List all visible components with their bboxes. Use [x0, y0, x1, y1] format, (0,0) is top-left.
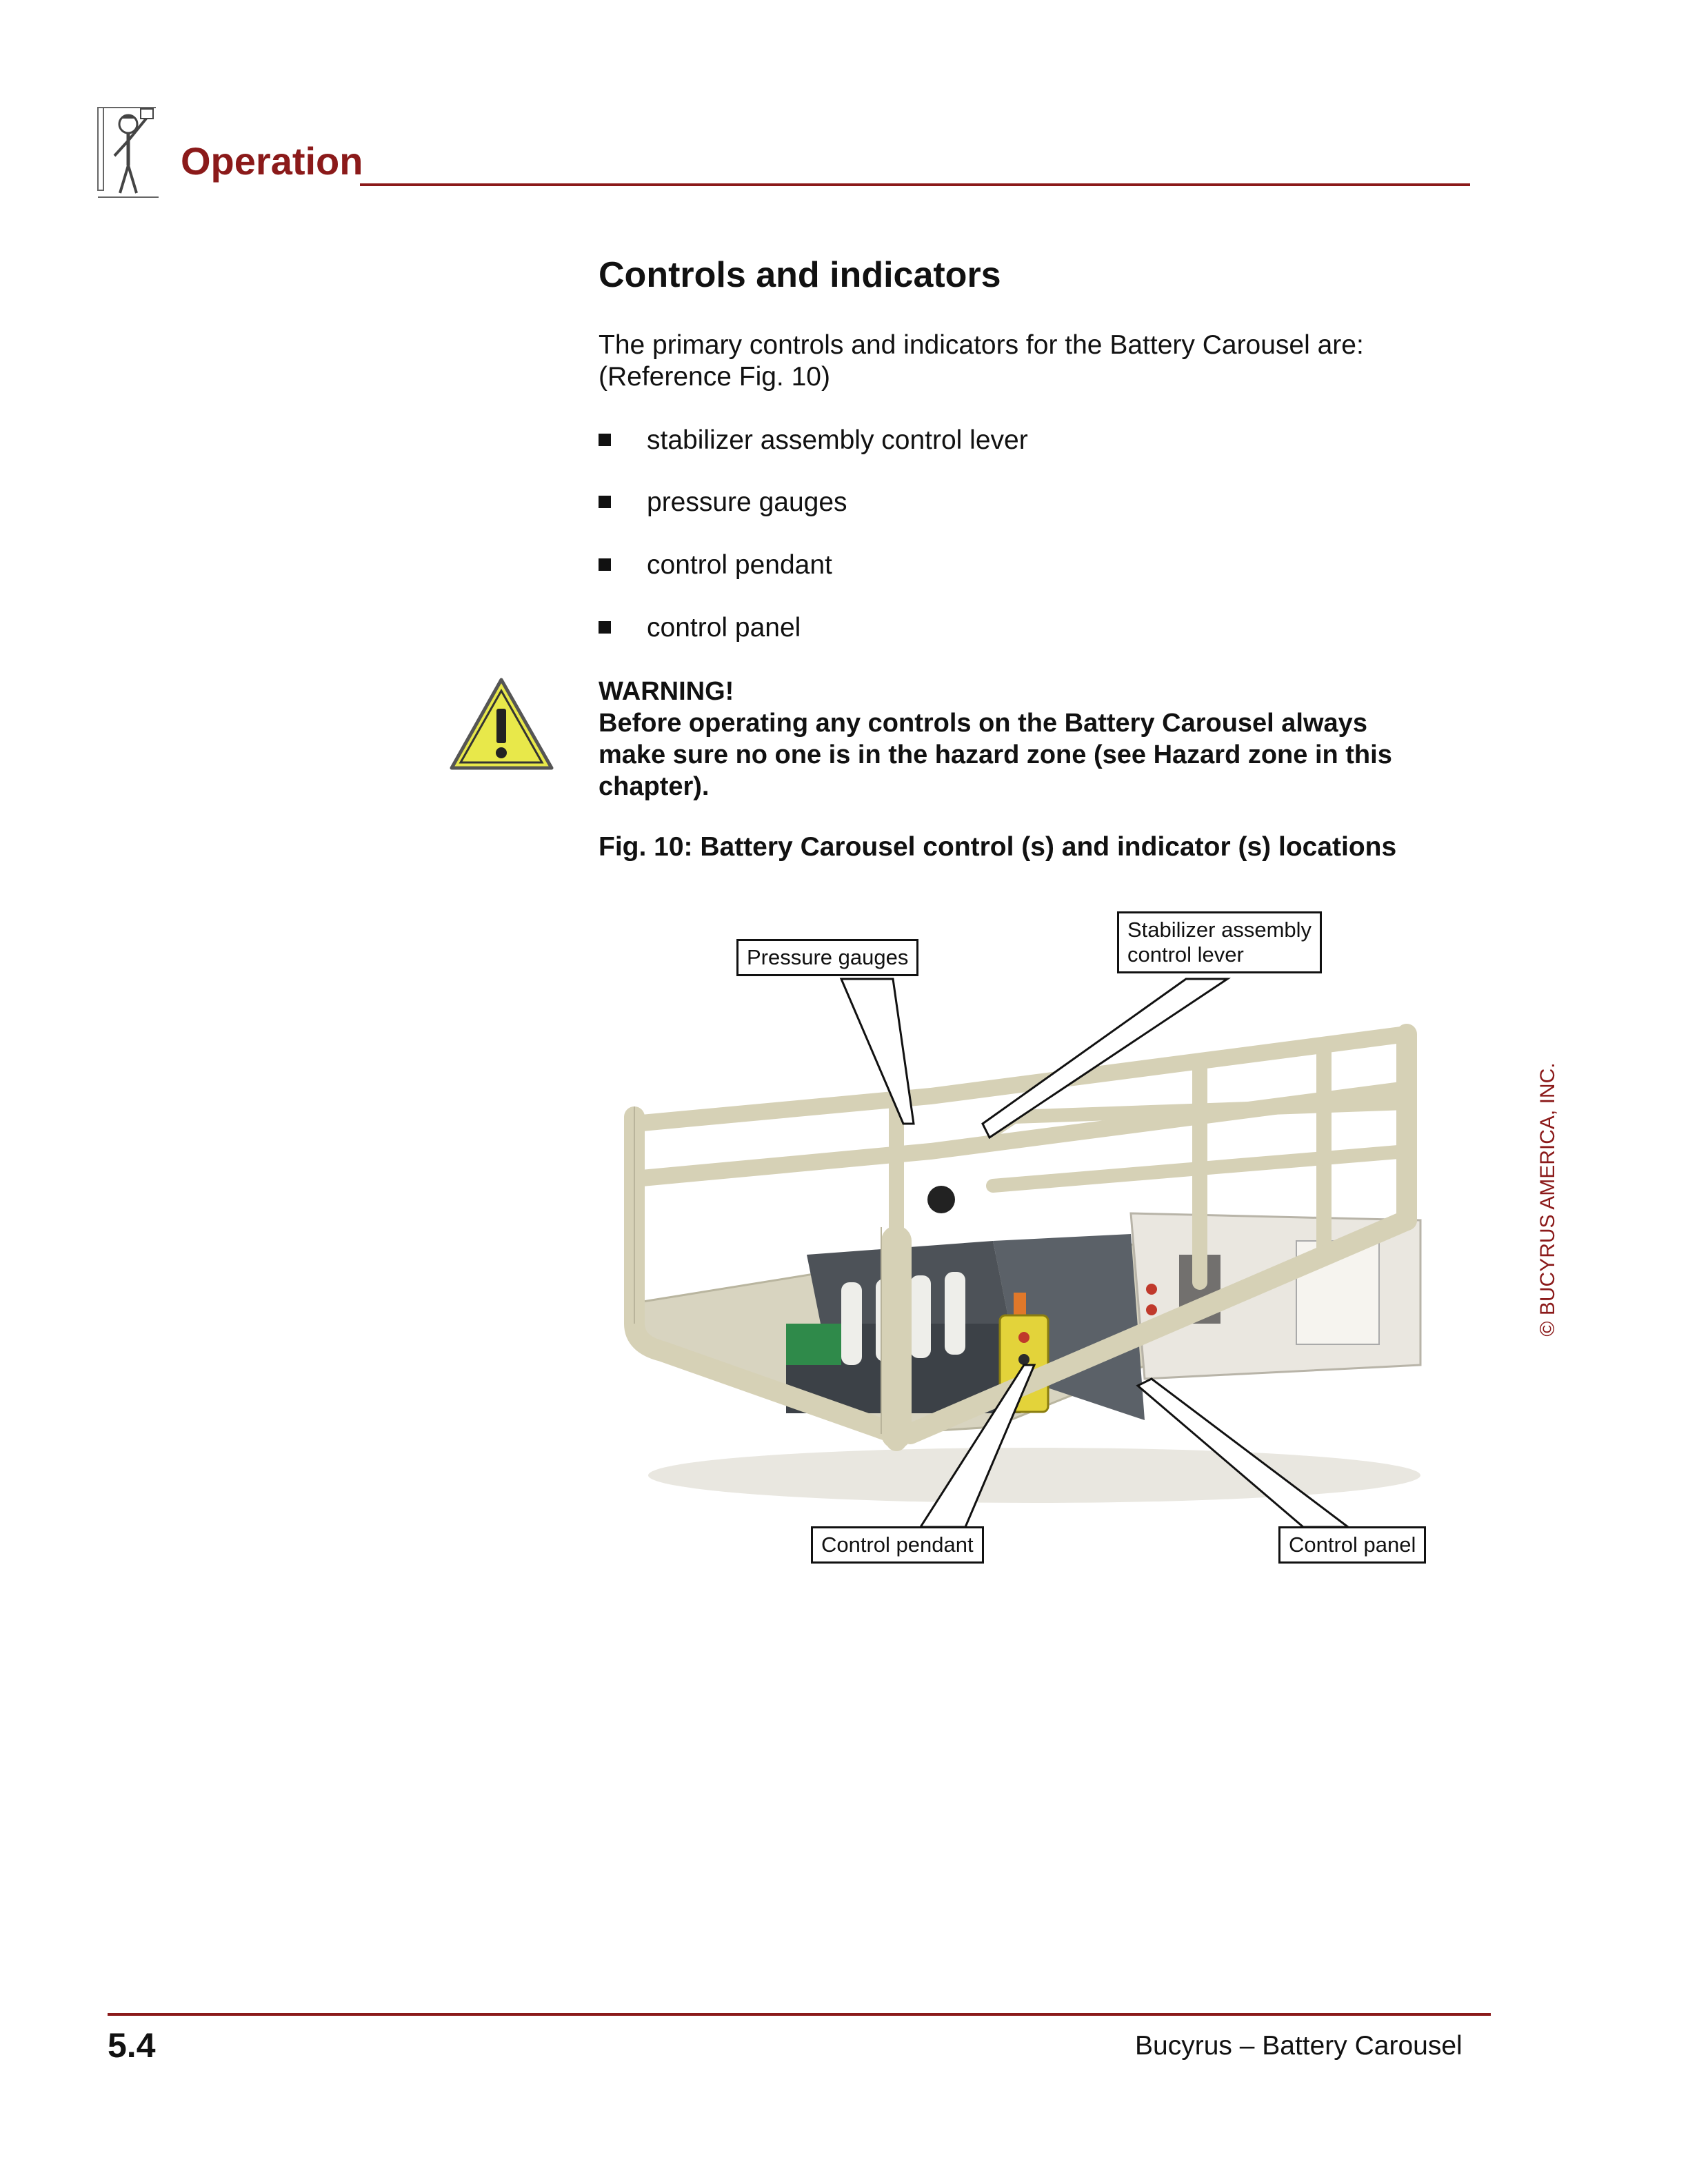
intro-line: (Reference Fig. 10): [599, 362, 830, 392]
bullet-text: stabilizer assembly control lever: [647, 425, 1028, 455]
section-title: Controls and indicators: [599, 255, 1001, 295]
footer-rule: [108, 2013, 1491, 2016]
operator-figure-icon: [97, 105, 160, 201]
chapter-title: Operation: [181, 139, 363, 183]
intro-line: The primary controls and indicators for the Battery Carousel are:: [599, 330, 1364, 360]
footer-title: Bucyrus – Battery Carousel: [1135, 2031, 1463, 2061]
bullet-text: control panel: [647, 613, 801, 643]
callout-control-panel: Control panel: [1278, 1526, 1426, 1564]
callout-line: Stabilizer assembly: [1127, 918, 1312, 942]
bullet-square-icon: [599, 558, 611, 571]
callout-pressure-gauges: Pressure gauges: [736, 939, 918, 976]
warning-heading: WARNING!: [599, 677, 734, 706]
intro-paragraph: [599, 330, 1495, 393]
bullet-square-icon: [599, 496, 611, 508]
warning-line: Before operating any controls on the Battery Carousel always: [599, 709, 1367, 738]
copyright-notice: © BUCYRUS AMERICA, INC.: [1536, 1062, 1559, 1337]
callout-line: control lever: [1127, 942, 1244, 967]
warning-line: chapter).: [599, 772, 710, 801]
figure-battery-carousel: [607, 896, 1448, 1579]
bullet-item: [599, 549, 832, 581]
bullet-square-icon: [599, 621, 611, 634]
callout-stabilizer-control-lever: [1117, 911, 1322, 973]
warning-line: make sure no one is in the hazard zone (see Hazard zone in this: [599, 740, 1392, 769]
figure-caption: Fig. 10: Battery Carousel control (s) and indicator (s) locations: [599, 832, 1397, 862]
callout-control-pendant: Control pendant: [811, 1526, 984, 1564]
bullet-square-icon: [599, 434, 611, 446]
bullet-item: [599, 612, 801, 644]
header-rule: [360, 183, 1470, 186]
page-number: 5.4: [108, 2026, 156, 2065]
bullet-item: [599, 487, 847, 518]
warning-triangle-icon: [448, 676, 555, 772]
battery-carousel-illustration: [607, 896, 1448, 1579]
bullet-text: control pendant: [647, 550, 832, 580]
warning-block: [599, 676, 1509, 802]
bullet-text: pressure gauges: [647, 487, 847, 517]
bullet-item: [599, 425, 1028, 456]
